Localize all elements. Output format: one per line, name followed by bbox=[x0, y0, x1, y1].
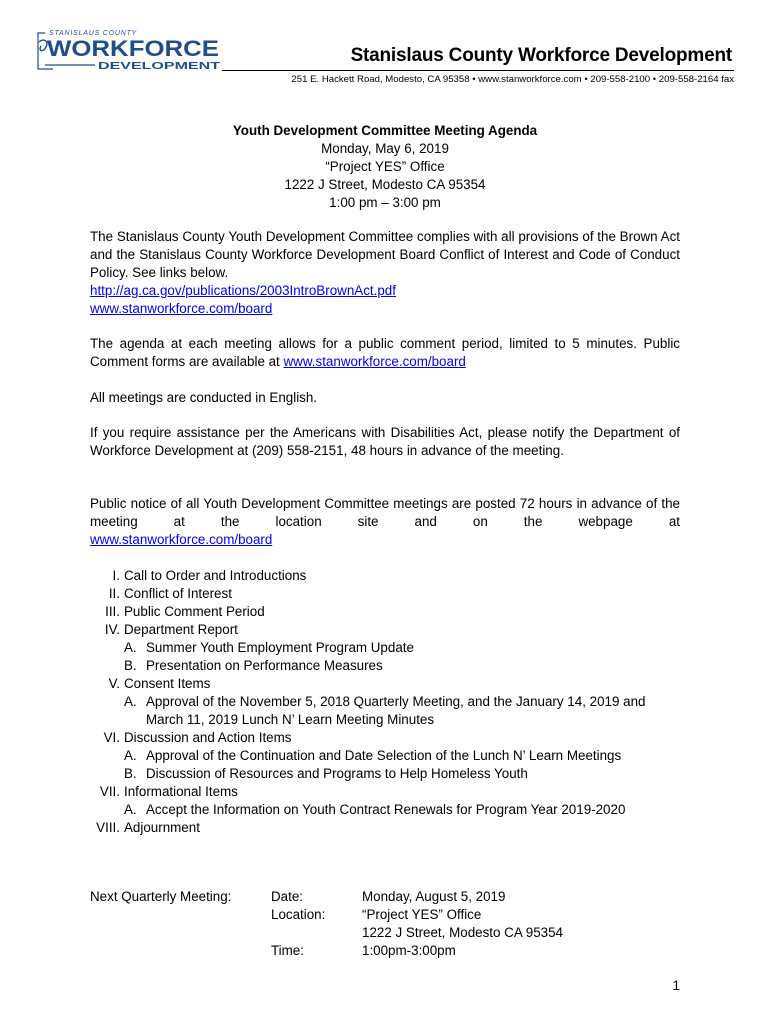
agenda-item-number: V. bbox=[108, 676, 120, 691]
org-address: 251 E. Hackett Road, Modesto, CA 95358 • www.stanworkforce.com • 209-558-2100 • 209-558-2164 fax bbox=[291, 74, 734, 85]
subitem-letter: A. bbox=[124, 748, 137, 763]
next-meeting-location-line2: 1222 J Street, Modesto CA 95354 bbox=[362, 925, 563, 940]
agenda-item-text: Adjournment bbox=[124, 820, 200, 835]
agenda-items bbox=[80, 567, 690, 837]
next-meeting-location-line1: “Project YES” Office bbox=[362, 907, 482, 922]
agenda-item-text: Consent Items bbox=[124, 676, 211, 691]
logo-main-text: WORKFORCE bbox=[47, 36, 219, 61]
next-meeting-date-label: Date: bbox=[271, 889, 304, 904]
agenda-item-text: Call to Order and Introductions bbox=[124, 568, 307, 583]
agenda-item-number: I. bbox=[112, 568, 120, 583]
next-meeting-time: 1:00pm-3:00pm bbox=[362, 943, 456, 958]
agenda-subitem bbox=[80, 801, 690, 819]
agenda-item-number: IV. bbox=[104, 622, 120, 637]
public-notice-text: Public notice of all Youth Development Committee meetings are posted 72 hours in advance of the meeting at the location site and on the webpage at bbox=[90, 496, 680, 529]
agenda-item-number: II. bbox=[108, 586, 120, 601]
subitem-letter: A. bbox=[124, 640, 137, 655]
meeting-date: Monday, May 6, 2019 bbox=[321, 141, 449, 156]
subitem-text: Approval of the Continuation and Date Selection of the Lunch N’ Learn Meetings bbox=[146, 748, 622, 763]
agenda-subitem bbox=[80, 765, 690, 783]
agenda-item bbox=[80, 783, 690, 801]
logo-bottom-text: DEVELOPMENT bbox=[98, 61, 220, 72]
agenda-item-text: Informational Items bbox=[124, 784, 238, 799]
agenda-item-text: Discussion and Action Items bbox=[124, 730, 292, 745]
agenda-title: Youth Development Committee Meeting Agenda bbox=[232, 123, 538, 138]
subitem-letter: B. bbox=[124, 658, 137, 673]
subitem-text: Discussion of Resources and Programs to Help Homeless Youth bbox=[146, 766, 528, 781]
agenda-item bbox=[80, 819, 690, 837]
subitem-text: Accept the Information on Youth Contract Renewals for Program Year 2019-2020 bbox=[146, 802, 626, 817]
next-meeting-location-label: Location: bbox=[271, 907, 326, 922]
agenda-item-text: Conflict of Interest bbox=[124, 586, 232, 601]
org-title: Stanislaus County Workforce Development bbox=[350, 45, 732, 66]
next-meeting-date: Monday, August 5, 2019 bbox=[362, 889, 506, 904]
meeting-venue: “Project YES” Office bbox=[325, 159, 445, 174]
logo-top-text: STANISLAUS COUNTY bbox=[49, 30, 138, 37]
agenda-item-number: III. bbox=[105, 604, 120, 619]
next-meeting-time-label: Time: bbox=[271, 943, 304, 958]
agenda-item bbox=[80, 603, 690, 621]
brown-act-paragraph bbox=[90, 228, 680, 318]
subitem-letter: B. bbox=[124, 766, 137, 781]
board-link[interactable]: www.stanworkforce.com/board bbox=[90, 301, 273, 316]
page-number: 1 bbox=[672, 978, 680, 993]
english-paragraph: All meetings are conducted in English. bbox=[90, 390, 318, 405]
subitem-text: Presentation on Performance Measures bbox=[146, 658, 383, 673]
agenda-item-text: Public Comment Period bbox=[124, 604, 265, 619]
subitem-letter: A. bbox=[124, 802, 137, 817]
agenda-item-number: VI. bbox=[103, 730, 120, 745]
agenda-item bbox=[80, 675, 690, 693]
agenda-item-text: Department Report bbox=[124, 622, 238, 637]
agenda-item bbox=[80, 621, 690, 639]
header-divider bbox=[222, 70, 734, 71]
public-comment-paragraph bbox=[90, 335, 680, 371]
meeting-street: 1222 J Street, Modesto CA 95354 bbox=[284, 177, 486, 192]
subitem-letter: A. bbox=[124, 694, 137, 709]
agenda-header bbox=[90, 122, 680, 212]
agenda-item bbox=[80, 567, 690, 585]
agenda-item-number: VII. bbox=[99, 784, 120, 799]
agenda-item-number: VIII. bbox=[96, 820, 120, 835]
public-notice-link[interactable]: www.stanworkforce.com/board bbox=[90, 532, 273, 547]
workforce-development-logo bbox=[35, 27, 225, 75]
subitem-text: Summer Youth Employment Program Update bbox=[146, 640, 414, 655]
agenda-subitem bbox=[80, 657, 690, 675]
agenda-subitem bbox=[80, 639, 690, 657]
meeting-time: 1:00 pm – 3:00 pm bbox=[329, 195, 441, 210]
ada-paragraph: If you require assistance per the Americans with Disabilities Act, please notify the Department of Workforce Development at (209) 558-2151, 48 hours in advance of the meeting. bbox=[90, 425, 680, 458]
agenda-subitem bbox=[80, 693, 690, 729]
next-meeting-label: Next Quarterly Meeting: bbox=[90, 889, 232, 904]
agenda-item bbox=[80, 585, 690, 603]
subitem-text: Approval of the November 5, 2018 Quarterly Meeting, and the January 14, 2019 and March 11, 2019 Lunch N’ Learn Meeting Minutes bbox=[146, 694, 646, 727]
public-notice-paragraph bbox=[90, 495, 680, 549]
agenda-item bbox=[80, 729, 690, 747]
brown-act-text: The Stanislaus County Youth Development Committee complies with all provisions of the Brown Act and the Stanislaus County Workforce Development Board Conflict of Interest and Code of Conduct Policy. See links below. bbox=[90, 229, 680, 280]
public-comment-text: The agenda at each meeting allows for a public comment period, limited to 5 minutes. Public Comment forms are available at bbox=[90, 336, 680, 369]
public-comment-link[interactable]: www.stanworkforce.com/board bbox=[283, 354, 466, 369]
brown-act-link[interactable]: http://ag.ca.gov/publications/2003IntroBrownAct.pdf bbox=[90, 283, 396, 298]
agenda-subitem bbox=[80, 747, 690, 765]
